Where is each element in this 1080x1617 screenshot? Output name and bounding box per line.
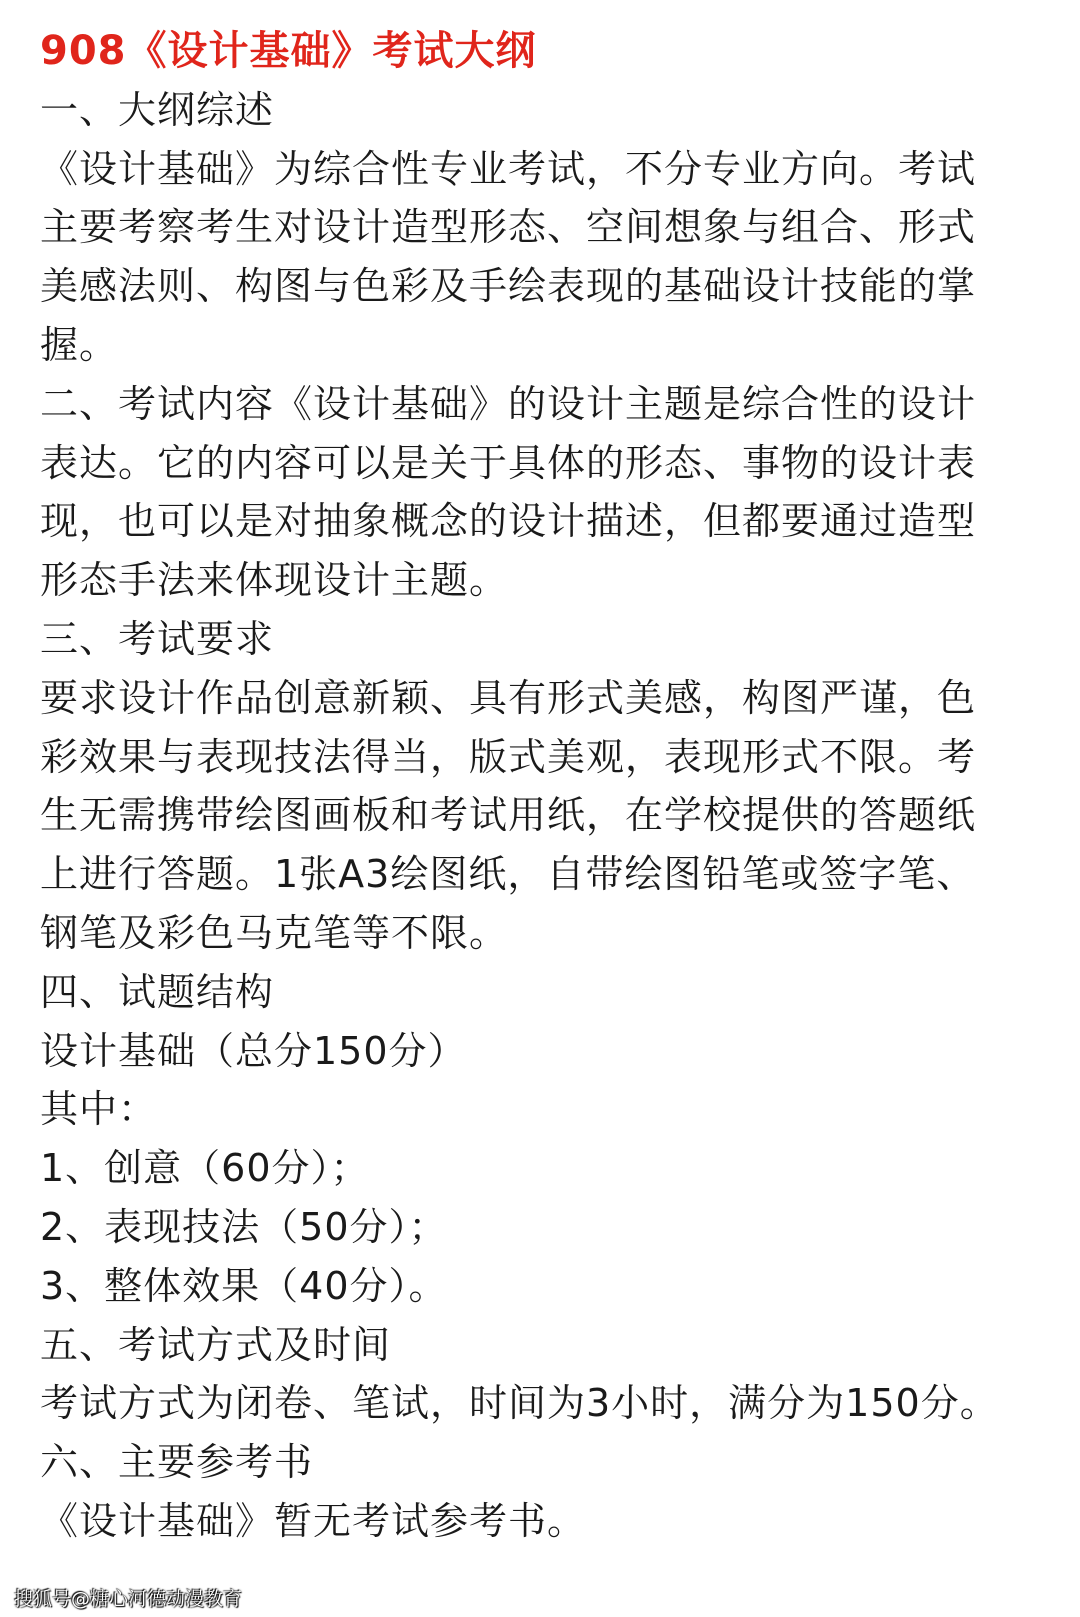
body-line: 其中： (40, 1087, 158, 1132)
section-heading: 六、主要参考书 (40, 1440, 314, 1485)
body-line: 美感法则、构图与色彩及手绘表现的基础设计技能的掌 (40, 264, 977, 309)
section-heading: 五、考试方式及时间 (40, 1322, 392, 1367)
body-line: 考试方式为闭卷、笔试，时间为3小时，满分为150分。 (40, 1381, 999, 1426)
list-item: 3、整体效果（40分）。 (40, 1263, 448, 1308)
section-heading: 三、考试要求 (40, 616, 275, 661)
body-line: 握。 (40, 322, 119, 367)
body-line: 现，也可以是对抽象概念的设计描述，但都要通过造型 (40, 499, 977, 544)
document-page (40, 22, 1040, 1551)
body-line: 主要考察考生对设计造型形态、空间想象与组合、形式 (40, 205, 977, 250)
body-line: 设计基础（总分150分） (40, 1028, 467, 1073)
body-line: 要求设计作品创意新颖、具有形式美感，构图严谨，色 (40, 675, 977, 720)
section-heading: 一、大纲综述 (40, 87, 275, 132)
document-title: 908《设计基础》考试大纲 (40, 28, 537, 74)
body-line: 《设计基础》为综合性专业考试，不分专业方向。考试 (40, 146, 977, 191)
watermark: 搜狐号@糖心河德动漫教育 (14, 1588, 243, 1610)
body-line: 钢笔及彩色马克笔等不限。 (40, 910, 509, 955)
body-line: 形态手法来体现设计主题。 (40, 558, 509, 603)
section-heading: 二、考试内容《设计基础》的设计主题是综合性的设计 (40, 381, 977, 426)
body-line: 生无需携带绘图画板和考试用纸，在学校提供的答题纸 (40, 793, 977, 838)
body-line: 表达。它的内容可以是关于具体的形态、事物的设计表 (40, 440, 977, 485)
list-item: 1、创意（60分）； (40, 1146, 370, 1191)
section-heading: 四、试题结构 (40, 969, 275, 1014)
body-line: 《设计基础》暂无考试参考书。 (40, 1498, 587, 1543)
body-line: 彩效果与表现技法得当，版式美观，表现形式不限。考 (40, 734, 977, 779)
list-item: 2、表现技法（50分）； (40, 1204, 448, 1249)
body-line: 上进行答题。1张A3绘图纸，自带绘图铅笔或签字笔、 (40, 852, 976, 897)
